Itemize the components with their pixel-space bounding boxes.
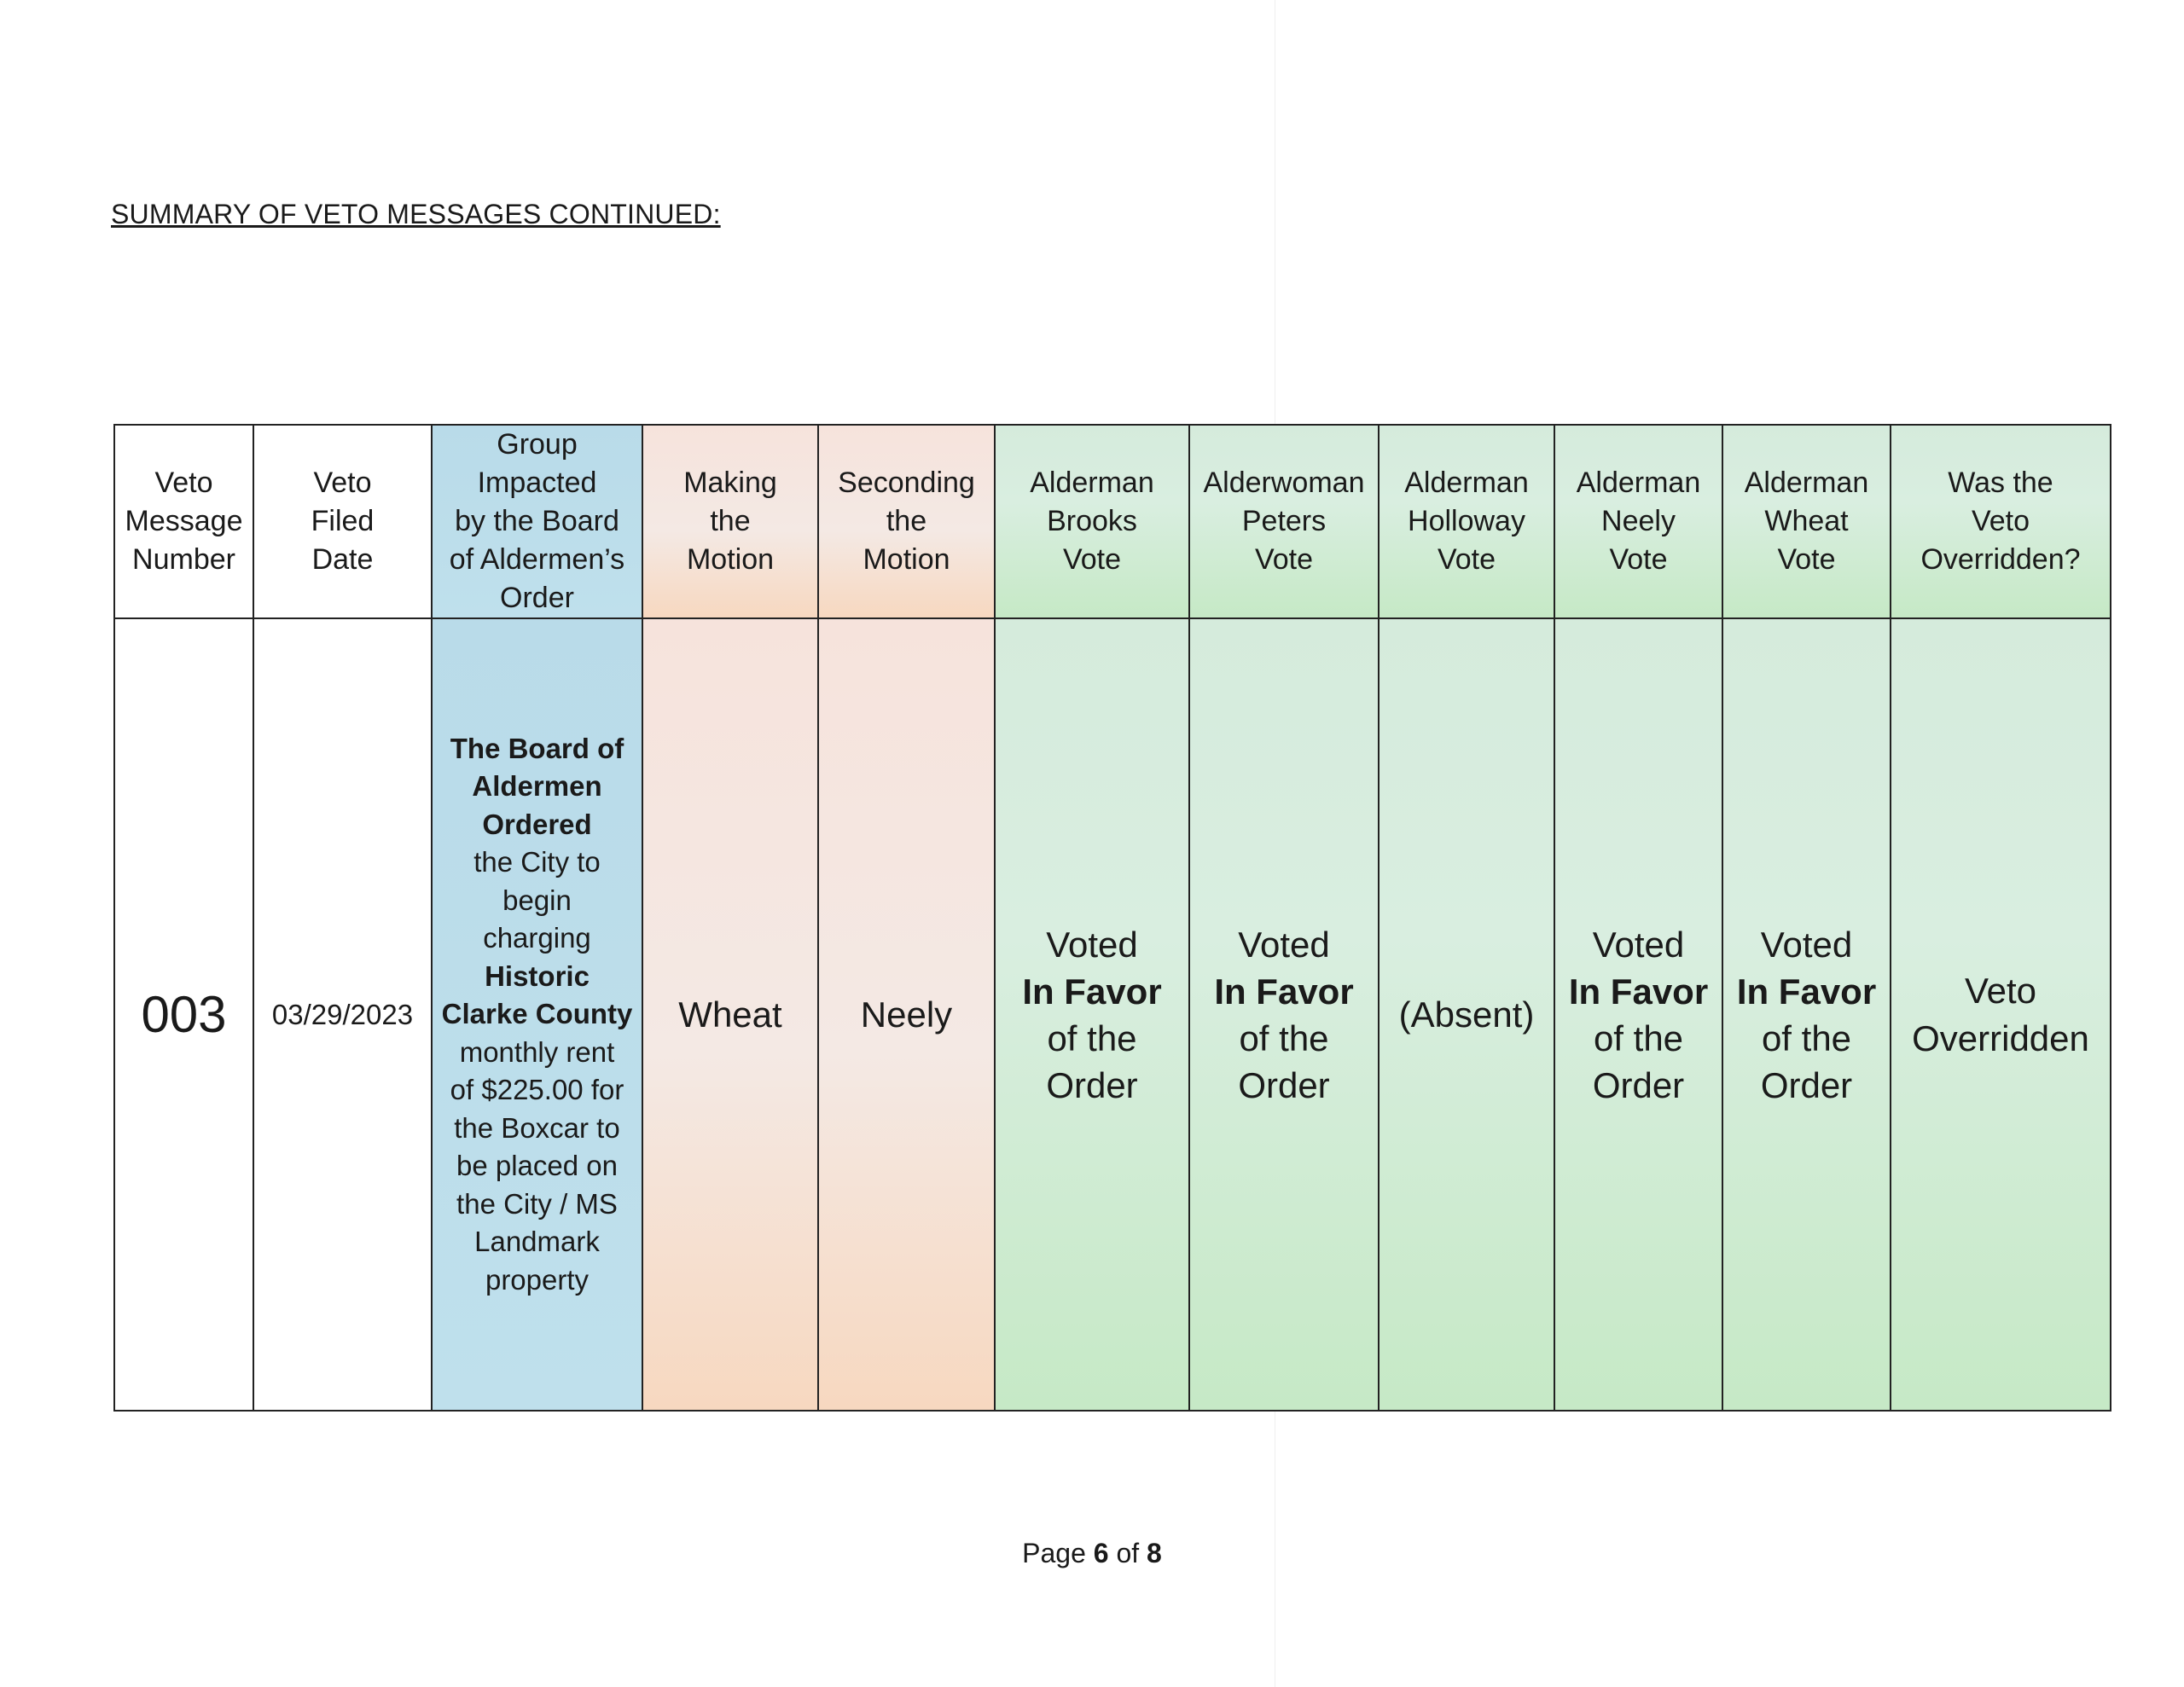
group-impacted-line: begin: [502, 884, 572, 916]
group-impacted-line: Historic: [485, 959, 590, 992]
holloway-vote-cell: (Absent): [1379, 618, 1554, 1411]
group-impacted-line: property: [485, 1263, 590, 1296]
header-making-motion: Making the Motion: [642, 425, 818, 618]
group-impacted-line: the City to: [473, 846, 601, 878]
group-impacted-line: the Boxcar to: [454, 1111, 620, 1144]
group-impacted-line: monthly rent: [459, 1035, 615, 1068]
header-row: [114, 425, 2111, 618]
peters-vote-cell: Voted In Favor of the Order: [1189, 618, 1379, 1411]
header-wheat-vote: Alderman Wheat Vote: [1722, 425, 1891, 618]
header-peters-vote: Alderwoman Peters Vote: [1189, 425, 1379, 618]
header-veto-number: Veto Message Number: [114, 425, 253, 618]
header-filed-date: Veto Filed Date: [253, 425, 432, 618]
filed-date-cell: 03/29/2023: [253, 618, 432, 1411]
group-impacted-line: be placed on: [456, 1150, 618, 1182]
veto-overridden-cell: Veto Overridden: [1891, 618, 2111, 1411]
header-holloway-vote: Alderman Holloway Vote: [1379, 425, 1554, 618]
brooks-vote-cell: Voted In Favor of the Order: [995, 618, 1189, 1411]
page-heading: SUMMARY OF VETO MESSAGES CONTINUED:: [111, 199, 721, 229]
group-impacted-line: Aldermen: [472, 770, 602, 803]
group-impacted-line: of $225.00 for: [450, 1074, 624, 1106]
group-impacted-cell: [432, 618, 642, 1411]
group-impacted-line: the City / MS: [456, 1187, 618, 1220]
header-group-impacted: Group Impacted by the Board of Aldermen’s Order: [432, 425, 642, 618]
neely-vote-cell: Voted In Favor of the Order: [1554, 618, 1722, 1411]
header-veto-overridden: Was the Veto Overridden?: [1891, 425, 2111, 618]
wheat-vote-cell: Voted In Favor of the Order: [1722, 618, 1891, 1411]
veto-summary-table: [113, 424, 2111, 1412]
group-impacted-line: Clarke County: [441, 998, 633, 1030]
group-impacted-line: charging: [483, 922, 591, 954]
group-impacted-line: Ordered: [482, 808, 592, 840]
seconding-motion-cell: Neely: [818, 618, 995, 1411]
header-seconding-motion: Seconding the Motion: [818, 425, 995, 618]
group-impacted-line: Landmark: [474, 1226, 600, 1258]
group-impacted-line: The Board of: [450, 732, 624, 764]
veto-number-cell: 003: [114, 618, 253, 1411]
header-neely-vote: Alderman Neely Vote: [1554, 425, 1722, 618]
table-row: [114, 618, 2111, 1411]
making-motion-cell: Wheat: [642, 618, 818, 1411]
page-number-footer: Page 6 of 8: [1022, 1538, 1162, 1568]
group-impacted-text: [433, 730, 642, 1300]
header-brooks-vote: Alderman Brooks Vote: [995, 425, 1189, 618]
